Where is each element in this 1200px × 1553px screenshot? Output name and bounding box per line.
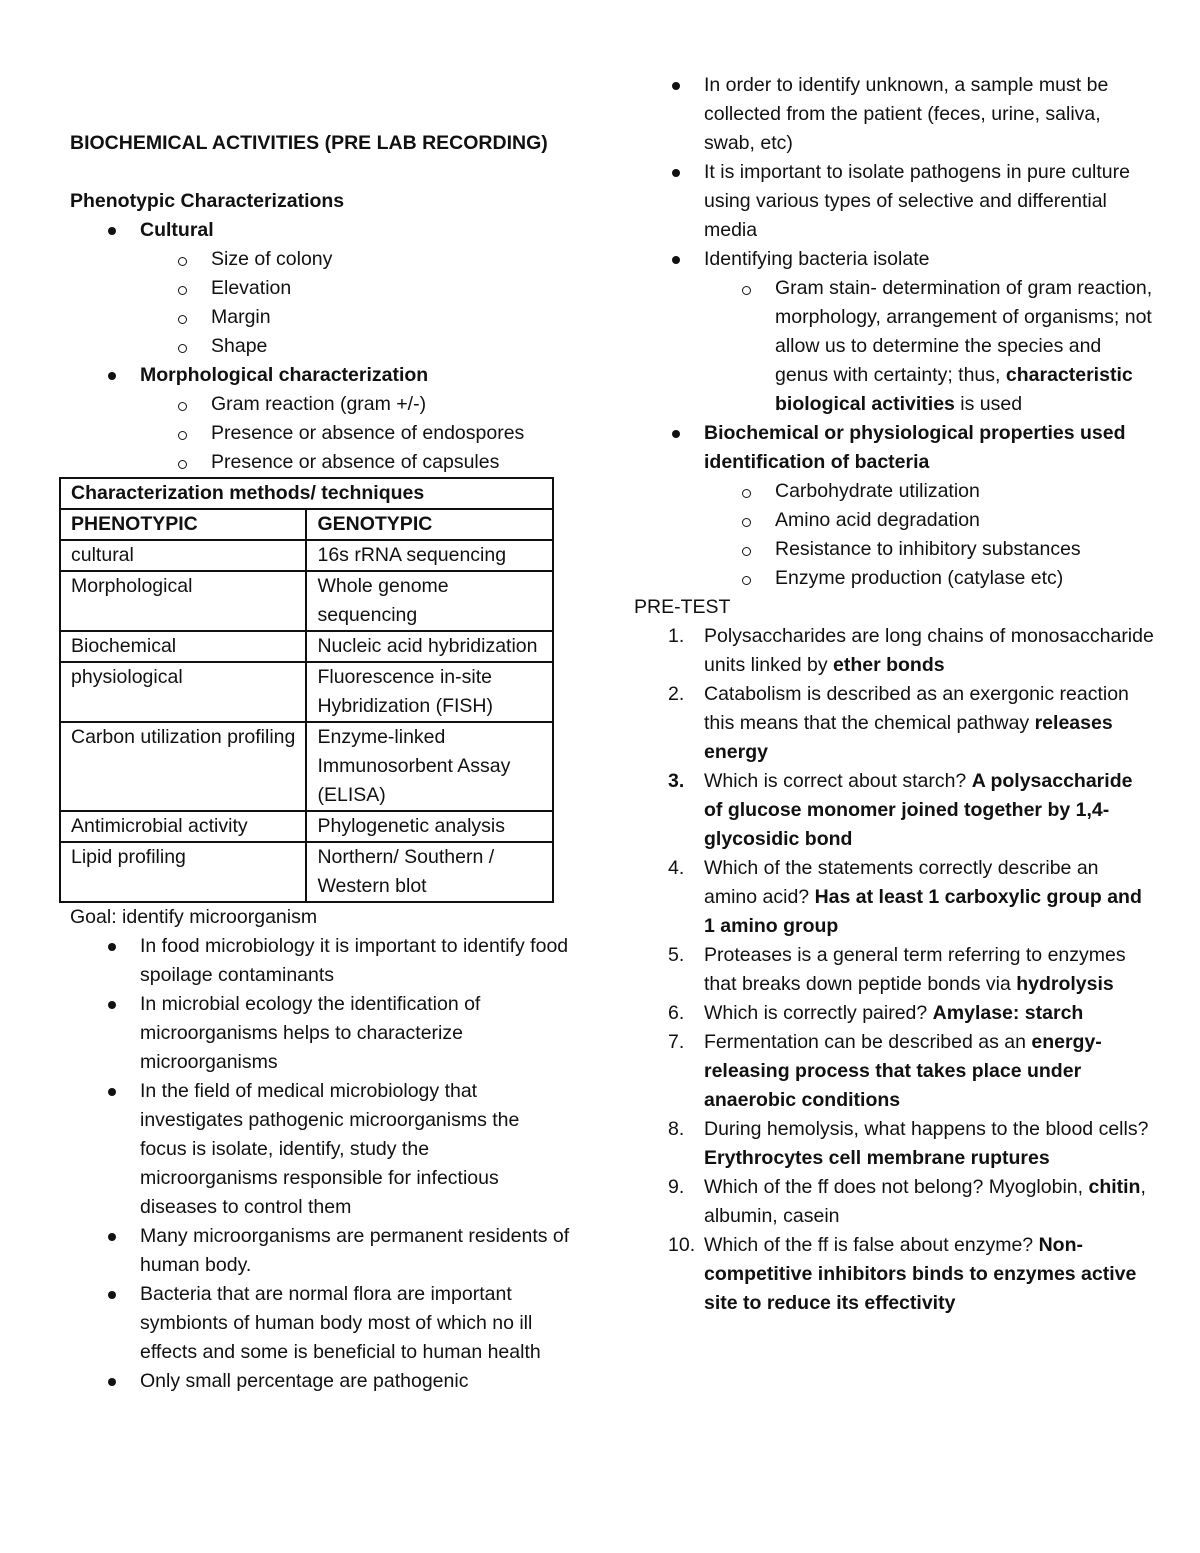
column-header-genotypic: GENOTYPIC — [306, 509, 553, 540]
question-text: Which is correctly paired? — [704, 1002, 933, 1024]
morphological-item: Gram reaction (gram +/-) — [70, 390, 570, 419]
question-answer: A polysaccharide of glucose monomer joined together by 1,4- glycosidic bond — [704, 770, 1133, 850]
goal-heading: Goal: identify microorganism — [70, 906, 318, 928]
pretest-heading: PRE-TEST — [634, 596, 731, 618]
question-text: Which of the statements correctly describe an amino acid? — [704, 857, 1099, 908]
biochemical-bullet — [634, 419, 1154, 477]
table-cell: 16s rRNA sequencing — [306, 540, 553, 571]
question-number: 10. — [668, 1234, 696, 1256]
phenotypic-list — [70, 216, 570, 477]
table-row — [60, 811, 553, 842]
question-number: 6. — [668, 1002, 685, 1024]
question-number: 9. — [668, 1176, 685, 1198]
identification-item: Identifying bacteria isolate — [634, 245, 1154, 274]
biochemical-item: Enzyme production (catylase etc) — [634, 564, 1154, 593]
question-number: 1. — [668, 625, 685, 647]
phenotypic-heading: Phenotypic Characterizations — [70, 190, 345, 212]
question-number: 7. — [668, 1031, 685, 1053]
question-answer: energy-releasing process that takes place under anaerobic conditions — [704, 1031, 1102, 1111]
question-answer: Has at least 1 carboxylic group and 1 amino group — [704, 886, 1142, 937]
pretest-question — [634, 999, 1154, 1028]
table-caption-row — [60, 478, 553, 509]
characterization-table — [59, 477, 554, 903]
question-answer: Erythrocytes cell membrane ruptures — [704, 1147, 1050, 1169]
table-cell: Carbon utilization profiling — [60, 722, 306, 811]
cultural-item: Shape — [70, 332, 570, 361]
question-answer: releases energy — [704, 712, 1113, 763]
question-number: 8. — [668, 1118, 685, 1140]
identification-item: In order to identify unknown, a sample must be collected from the patient (feces, urine, saliva, swab, etc) — [634, 71, 1154, 158]
table-caption: Characterization methods/ techniques — [60, 478, 553, 509]
biochemical-item: Carbohydrate utilization — [634, 477, 1154, 506]
table-row — [60, 842, 553, 902]
gram-stain-text: Gram stain- determination of gram reaction, morphology, arrangement of organisms; not allow us to determine the species and genus with certainty; thus, — [775, 277, 1153, 386]
pretest-question — [634, 1028, 1154, 1115]
table-cell: Nucleic acid hybridization — [306, 631, 553, 662]
pretest-question — [634, 1115, 1154, 1173]
table-cell: Biochemical — [60, 631, 306, 662]
table-cell: Enzyme-linked Immunosorbent Assay (ELISA) — [306, 722, 553, 811]
table-row — [60, 722, 553, 811]
question-text: Catabolism is described as an exergonic reaction this means that the chemical pathway — [704, 683, 1129, 734]
pretest-list — [634, 622, 1154, 1318]
morphological-bullet — [70, 361, 570, 390]
question-text-end: , albumin, casein — [704, 1176, 1146, 1227]
pretest-question — [634, 767, 1154, 854]
table-row — [60, 631, 553, 662]
question-text: Proteases is a general term referring to enzymes that breaks down peptide bonds via — [704, 944, 1126, 995]
identification-item: It is important to isolate pathogens in pure culture using various types of selective and differential media — [634, 158, 1154, 245]
question-answer: ether bonds — [833, 654, 945, 676]
table-cell: Antimicrobial activity — [60, 811, 306, 842]
goal-item: Only small percentage are pathogenic — [70, 1367, 570, 1396]
table-cell: Morphological — [60, 571, 306, 631]
cultural-label: Cultural — [140, 219, 214, 241]
question-text: Fermentation can be described as an — [704, 1031, 1032, 1053]
question-number: 5. — [668, 944, 685, 966]
biochemical-label: Biochemical or physiological properties used identification of bacteria — [704, 422, 1126, 473]
table-cell: Lipid profiling — [60, 842, 306, 902]
question-answer: Amylase: starch — [932, 1002, 1084, 1024]
table-cell: Phylogenetic analysis — [306, 811, 553, 842]
table-row — [60, 540, 553, 571]
question-text: Which of the ff does not belong? Myoglobin, — [704, 1176, 1089, 1198]
table-cell: Fluorescence in-site Hybridization (FISH) — [306, 662, 553, 722]
cultural-item: Size of colony — [70, 245, 570, 274]
pretest-question — [634, 1231, 1154, 1318]
goal-item: In food microbiology it is important to identify food spoilage contaminants — [70, 932, 570, 990]
goal-list — [70, 932, 570, 1396]
table-header-row — [60, 509, 553, 540]
question-answer: Non-competitive inhibitors binds to enzymes active site to reduce its effectivity — [704, 1234, 1137, 1314]
pretest-question — [634, 622, 1154, 680]
goal-item: In the field of medical microbiology that investigates pathogenic microorganisms the focus is isolate, identify, study the microorganisms responsible for infectious diseases to control them — [70, 1077, 570, 1222]
table-cell: physiological — [60, 662, 306, 722]
column-header-phenotypic: PHENOTYPIC — [60, 509, 306, 540]
gram-stain-item — [634, 274, 1154, 419]
question-number: 3. — [668, 770, 685, 792]
biochemical-item: Resistance to inhibitory substances — [634, 535, 1154, 564]
right-column — [634, 71, 1154, 1318]
question-number: 2. — [668, 683, 685, 705]
left-column — [70, 129, 570, 1396]
morphological-item: Presence or absence of endospores — [70, 419, 570, 448]
question-text: Which is correct about starch? — [704, 770, 972, 792]
gram-stain-bold: characteristic biological activities — [775, 364, 1133, 415]
table-cell: Whole genome sequencing — [306, 571, 553, 631]
morphological-label: Morphological characterization — [140, 364, 429, 386]
question-answer: chitin — [1088, 1176, 1141, 1198]
goal-item: Bacteria that are normal flora are important symbionts of human body most of which no ill effects and some is beneficial to human health — [70, 1280, 570, 1367]
question-text: During hemolysis, what happens to the blood cells? — [704, 1118, 1149, 1140]
cultural-item: Elevation — [70, 274, 570, 303]
pretest-question — [634, 854, 1154, 941]
table-row — [60, 662, 553, 722]
goal-item: In microbial ecology the identification of microorganisms helps to characterize microorganisms — [70, 990, 570, 1077]
pretest-question — [634, 941, 1154, 999]
pretest-question — [634, 1173, 1154, 1231]
document-title: BIOCHEMICAL ACTIVITIES (PRE LAB RECORDING) — [70, 132, 548, 154]
cultural-bullet — [70, 216, 570, 245]
question-answer: hydrolysis — [1016, 973, 1114, 995]
biochemical-item: Amino acid degradation — [634, 506, 1154, 535]
cultural-item: Margin — [70, 303, 570, 332]
table-row — [60, 571, 553, 631]
morphological-item: Presence or absence of capsules — [70, 448, 570, 477]
question-text: Polysaccharides are long chains of monosaccharide units linked by — [704, 625, 1154, 676]
gram-stain-end: is used — [954, 393, 1023, 415]
question-number: 4. — [668, 857, 685, 879]
table-cell: Northern/ Southern / Western blot — [306, 842, 553, 902]
identification-list — [634, 71, 1154, 593]
question-text: Which of the ff is false about enzyme? — [704, 1234, 1039, 1256]
pretest-question — [634, 680, 1154, 767]
table-cell: cultural — [60, 540, 306, 571]
goal-item: Many microorganisms are permanent residents of human body. — [70, 1222, 570, 1280]
